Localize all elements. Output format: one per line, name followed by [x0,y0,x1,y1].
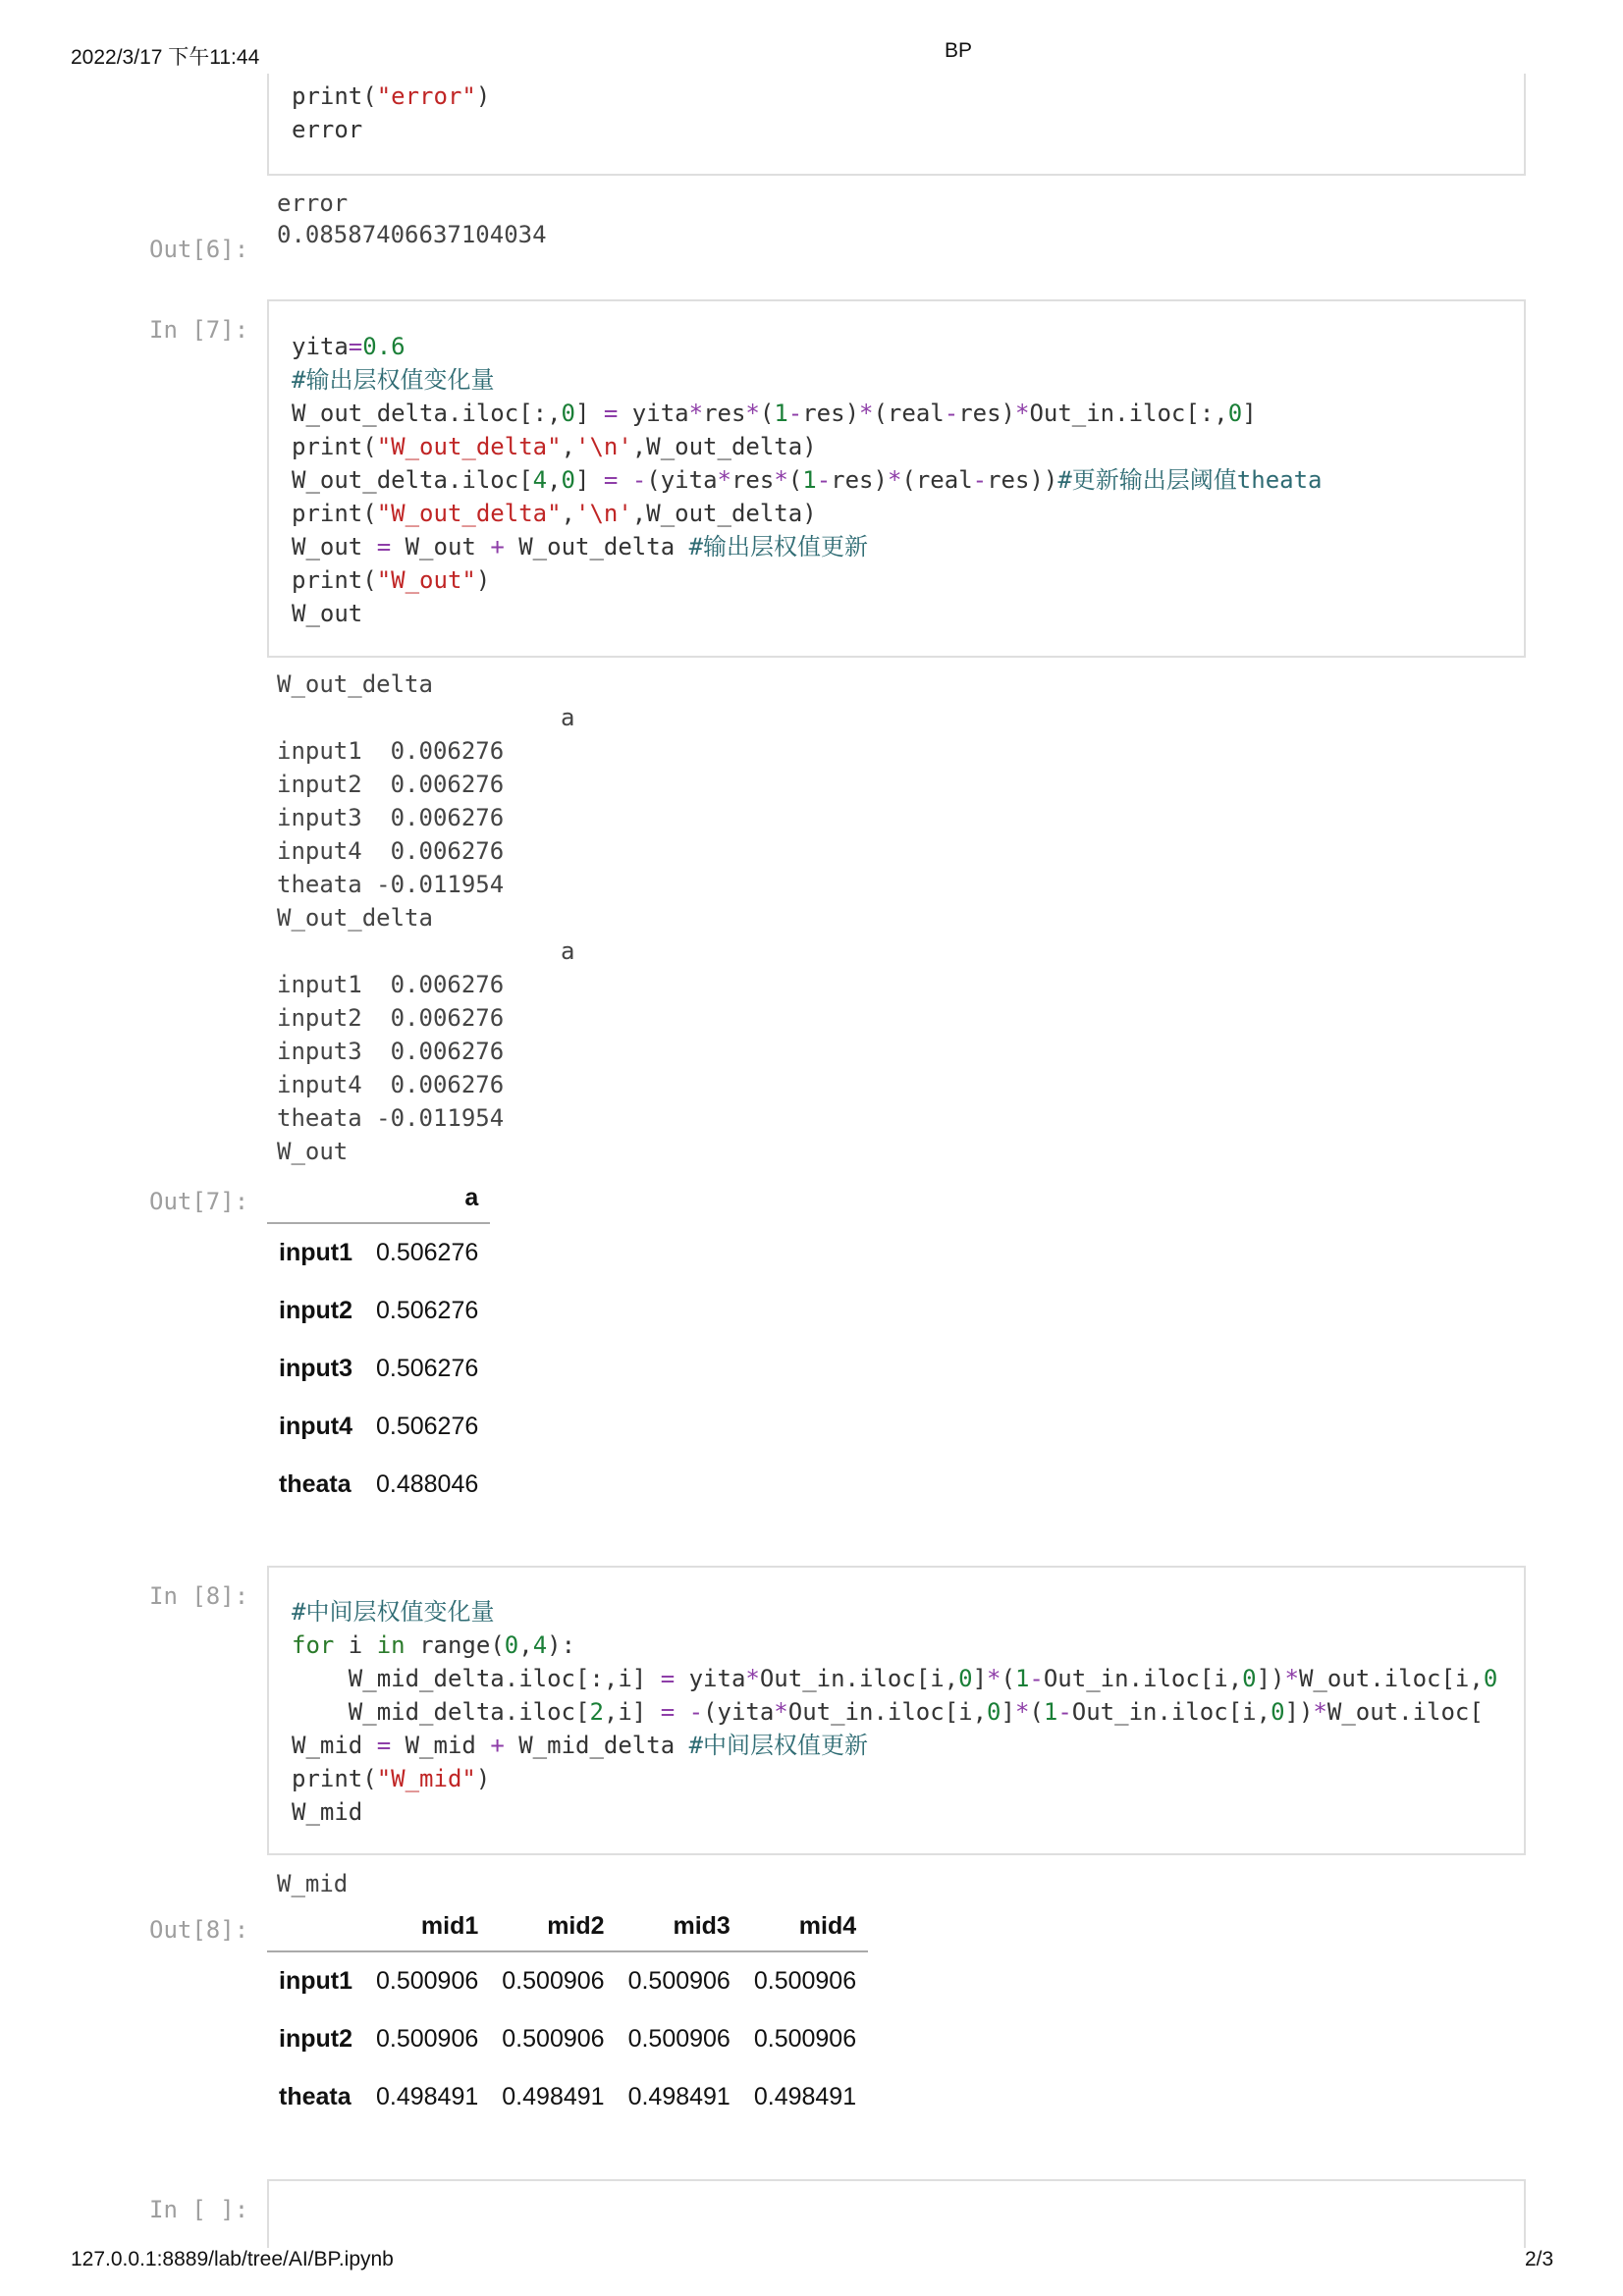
code-token: W_out.iloc[ [1326,1698,1484,1726]
code-token: 4 [532,1631,548,1659]
output-line: W_out_delta [277,670,433,698]
code-token: 4 [532,466,548,494]
code-token: "W_mid" [376,1765,476,1792]
code-token: W_out_delta.iloc[ [292,466,533,494]
in-prompt: In [8]: [149,1582,249,1610]
code-token: W_mid_delta [504,1732,689,1759]
code-token: ] [575,400,604,427]
row-label: input3 [279,1355,352,1382]
print-page-number: 2/3 [1525,2248,1554,2270]
code-token: * [859,400,874,427]
dataframe-w-mid [267,1901,868,2126]
code-token: #输出层权值更新 [688,533,869,561]
output-line: input2 0.006276 [277,1004,505,1032]
code-token: W_out [292,533,377,561]
code-line [292,113,490,146]
code-token: * [987,1665,1001,1692]
code-token: 0 [561,400,575,427]
row-label: input2 [279,1297,352,1324]
code-token: 0 [1483,1665,1498,1692]
code-token: - [688,1698,704,1726]
code-token: W_out [292,600,363,627]
code-line [292,80,490,113]
code-token: ( [1029,1698,1044,1726]
code-line [292,1762,1497,1795]
code-token: * [774,466,788,494]
code-token: print( [292,82,377,110]
code-token: * [1014,400,1030,427]
code-token: res) [802,400,860,427]
table-row [267,2010,868,2068]
code-token: res)) [987,466,1058,494]
out-prompt: Out[8]: [149,1916,249,1944]
output-line: a [277,704,575,731]
code-token: W_mid [292,1732,377,1759]
code-token: i [334,1631,377,1659]
code-token: in [376,1631,406,1659]
code-token: 0 [561,466,575,494]
empty-code-cell[interactable] [267,2179,1526,2248]
code-line [292,1729,1497,1762]
table-cell: 0.500906 [753,2025,857,2053]
output-line: a [277,937,575,965]
code-token: ,W_out_delta) [631,500,817,527]
in-prompt: In [7]: [149,316,249,344]
code-token: W_out_delta.iloc[:, [292,400,562,427]
code-token: ] [972,1665,988,1692]
code-token: W_mid_delta.iloc[:,i] [292,1665,661,1692]
code-token: #中间层权值更新 [688,1732,869,1759]
column-header: mid1 [364,1901,490,1951]
code-token: * [1284,1665,1299,1692]
code-token: = [376,1732,392,1759]
table-cell: 0.506276 [376,1297,479,1324]
code-token: , [561,500,575,527]
code-line [292,463,1323,497]
code-token: * [745,400,760,427]
code-token: res) [831,466,888,494]
code-token: 1 [1014,1665,1030,1692]
code-token: W_mid_delta.iloc[ [292,1698,590,1726]
code-token: - [1057,1698,1072,1726]
code-cell-6[interactable] [267,74,1526,176]
code-line [292,1595,1497,1629]
code-token: ,W_out_delta) [631,433,817,460]
code-cell-7[interactable] [267,299,1526,658]
code-token: for [292,1631,335,1659]
code-token: '\n' [575,433,632,460]
code-token: 1 [802,466,817,494]
code-token: - [1029,1665,1044,1692]
code-token: + [490,1732,505,1759]
code-token: Out_in.iloc[i, [1071,1698,1271,1726]
code-token: * [774,1698,788,1726]
code-line [292,397,1323,430]
code-token: W_out [391,533,491,561]
table-row [267,1340,490,1398]
code-token: = [660,1698,676,1726]
column-header: mid2 [490,1901,616,1951]
code-token: "error" [376,82,476,110]
output-line: input1 0.006276 [277,971,505,998]
output-line: input2 0.006276 [277,771,505,798]
code-token: Out_in.iloc[i, [759,1665,959,1692]
code-token: - [972,466,988,494]
code-token: (yita [646,466,718,494]
code-token: yita [618,400,689,427]
code-line [292,530,1323,563]
output-line: input3 0.006276 [277,804,505,831]
code-token: - [944,400,959,427]
out-prompt: Out[7]: [149,1188,249,1215]
code-token: ( [1001,1665,1015,1692]
code-token: = [603,400,619,427]
row-label: input2 [279,2025,352,2053]
code-editor[interactable] [292,1595,1497,1829]
table-cell: 0.500906 [753,1967,857,1995]
code-token: , [518,1631,533,1659]
code-token: ]) [1284,1698,1314,1726]
table-cell: 0.498491 [753,2083,857,2110]
code-token: Out_in.iloc[i, [1043,1665,1243,1692]
code-token: * [1313,1698,1327,1726]
code-token: ] [1242,400,1257,427]
code-cell-8[interactable] [267,1566,1526,1855]
output-line: input3 0.006276 [277,1038,505,1065]
code-token: ) [475,566,491,594]
table-cell: 0.500906 [376,1967,479,1995]
output-line: theata -0.011954 [277,1104,505,1132]
code-token: = [660,1665,676,1692]
code-token: , [561,433,575,460]
code-token: (real [901,466,973,494]
code-token: ): [547,1631,576,1659]
table-row [267,1456,490,1514]
code-token: W_out_delta [504,533,689,561]
row-label: theata [279,2083,352,2110]
code-token: , [547,466,562,494]
output-line: theata -0.011954 [277,871,505,898]
code-token: 0 [1242,1665,1257,1692]
code-token: error [292,116,363,143]
column-header: a [364,1173,490,1223]
code-token: * [1014,1698,1030,1726]
code-token: * [717,466,731,494]
code-token: 0 [1271,1698,1285,1726]
code-token [675,1698,688,1726]
code-token [618,466,631,494]
code-token: * [688,400,704,427]
code-token: '\n' [575,500,632,527]
code-token: - [787,400,803,427]
code-line [292,363,1323,397]
code-token: - [816,466,832,494]
code-token: ,i] [603,1698,661,1726]
code-token: print( [292,1765,377,1792]
code-token: 2 [589,1698,604,1726]
table-cell: 0.498491 [627,2083,730,2110]
code-line [292,430,1323,463]
code-line [292,597,1323,630]
row-label: input1 [279,1239,352,1266]
in-prompt: In [ ]: [149,2196,249,2223]
row-label: input4 [279,1413,352,1440]
column-header: mid3 [617,1901,742,1951]
table-cell: 0.500906 [502,2025,605,2053]
code-token: 1 [774,400,788,427]
code-line [292,1629,1497,1662]
print-title: BP [945,39,973,62]
index-header [267,1901,364,1951]
table-row [267,1282,490,1340]
code-token: (yita [703,1698,775,1726]
code-token: 0 [1227,400,1243,427]
code-token: W_mid [391,1732,491,1759]
code-token: #中间层权值变化量 [292,1598,495,1626]
code-token: * [887,466,902,494]
print-url: 127.0.0.1:8889/lab/tree/AI/BP.ipynb [71,2248,394,2270]
code-token: + [490,533,505,561]
dataframe-w-out [267,1173,490,1514]
code-token: print( [292,566,377,594]
stream-output [277,667,574,1168]
code-token: "W_out" [376,566,476,594]
code-token: print( [292,500,377,527]
table-cell: 0.506276 [376,1413,479,1440]
row-label: theata [279,1470,352,1498]
code-token: ] [1001,1698,1015,1726]
table-cell: 0.500906 [627,2025,730,2053]
code-token: yita [292,333,349,360]
code-token: = [376,533,392,561]
code-editor[interactable] [292,80,490,146]
output-value: 0.08587406637104034 [277,221,547,248]
code-line [292,497,1323,530]
code-token: #更新输出层阈值theata [1057,466,1323,494]
code-token: - [631,466,647,494]
table-row [267,1398,490,1456]
code-token: 0.6 [362,333,406,360]
table-cell: 0.506276 [376,1355,479,1382]
row-label: input1 [279,1967,352,1995]
code-token: ] [575,466,604,494]
code-token: print( [292,433,377,460]
code-token: yita [675,1665,746,1692]
code-token: = [603,466,619,494]
column-header: mid4 [742,1901,868,1951]
output-line: input1 0.006276 [277,737,505,765]
table-cell: 0.488046 [376,1470,479,1498]
table-row [267,2068,868,2126]
code-token: 0 [987,1698,1001,1726]
table-row [267,1951,868,2010]
code-token: W_mid [292,1798,363,1826]
table-row [267,1223,490,1282]
table-cell: 0.506276 [376,1239,479,1266]
code-token: range( [405,1631,505,1659]
table-cell: 0.500906 [627,1967,730,1995]
stream-output: W_mid [277,1870,349,1897]
code-token: ) [475,82,491,110]
code-token: #输出层权值变化量 [292,366,495,394]
output-line: input4 0.006276 [277,1071,505,1098]
code-token: = [348,333,363,360]
code-line [292,1695,1497,1729]
code-token: 0 [958,1665,973,1692]
table-cell: 0.500906 [502,1967,605,1995]
table-cell: 0.500906 [376,2025,479,2053]
code-editor[interactable] [292,330,1323,630]
code-line [292,563,1323,597]
table-cell: 0.498491 [502,2083,605,2110]
output-line: input4 0.006276 [277,837,505,865]
stream-output: error [277,189,349,217]
table-cell: 0.498491 [376,2083,479,2110]
out-prompt: Out[6]: [149,236,249,263]
code-token: res) [958,400,1015,427]
code-token: (real [873,400,945,427]
code-token: ) [475,1765,491,1792]
output-line: W_out [277,1138,349,1165]
code-token: res [730,466,775,494]
code-line [292,1662,1497,1695]
code-line [292,1795,1497,1829]
code-token: 1 [1043,1698,1058,1726]
output-line: W_out_delta [277,904,433,932]
code-token: res [703,400,746,427]
code-token: Out_in.iloc[:, [1029,400,1228,427]
code-token: ( [787,466,803,494]
code-line [292,330,1323,363]
code-token: 0 [504,1631,519,1659]
code-token: * [745,1665,760,1692]
code-token: "W_out_delta" [376,500,562,527]
code-token: ( [759,400,775,427]
code-token: W_out.iloc[i, [1298,1665,1484,1692]
code-token: Out_in.iloc[i, [787,1698,988,1726]
code-token: "W_out_delta" [376,433,562,460]
index-header [267,1173,364,1223]
code-token: ]) [1256,1665,1285,1692]
print-datetime: 2022/3/17 下午11:44 [71,46,260,69]
